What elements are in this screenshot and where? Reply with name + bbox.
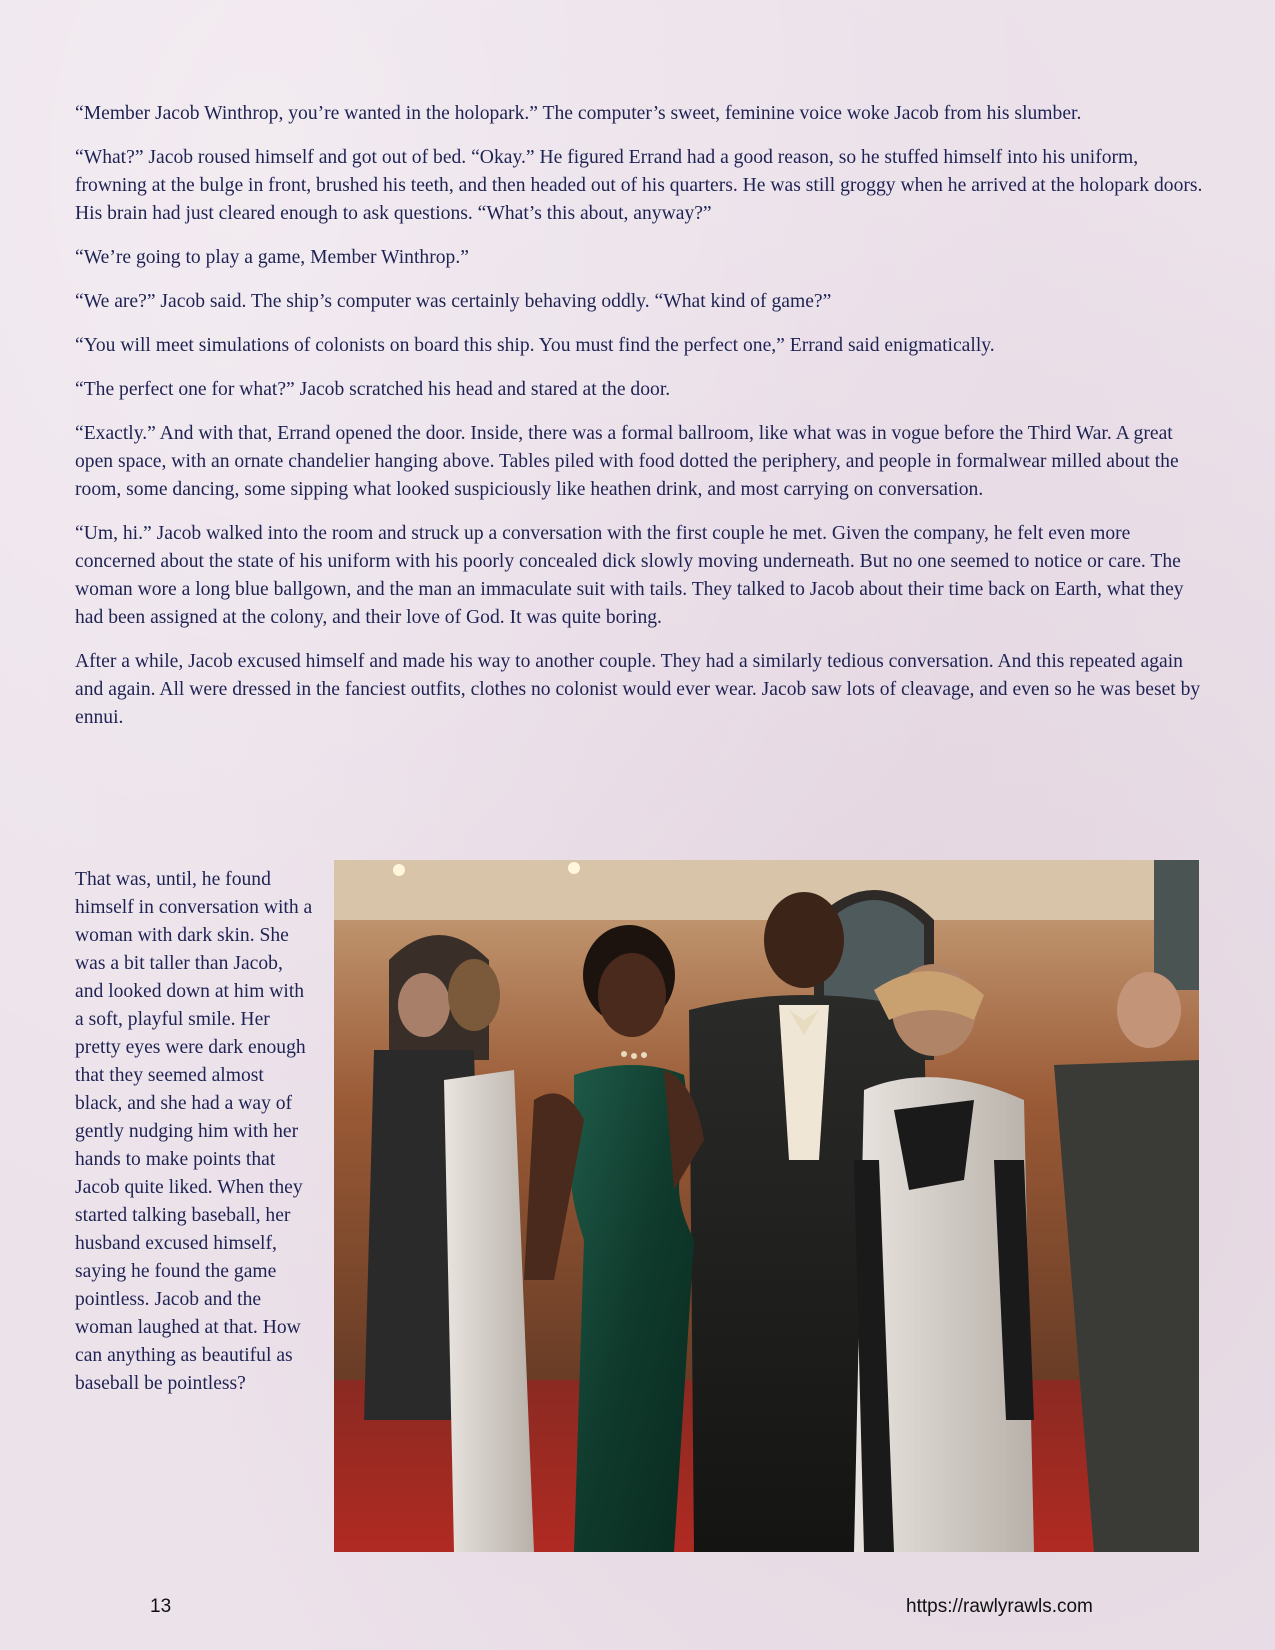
paragraph: “The perfect one for what?” Jacob scratched his head and stared at the door. — [75, 379, 671, 400]
paragraph: “Exactly.” And with that, Errand opened the door. Inside, there was a formal ballroom, like what was in vogue before the Third War. A great open space, with an ornate chandelier hanging above. Tables piled with food dotted the periphery, and people in formalwear milled about the room, some dancing, some sipping what looked suspiciously like heathen drink, and most carrying on conversation. — [75, 423, 1179, 500]
ballroom-scene-image — [334, 860, 1199, 1552]
paragraph: “Um, hi.” Jacob walked into the room and struck up a conversation with the first couple he met. Given the company, he felt even more concerned about the state of his uniform with his poorly concealed dick slowly moving underneath. But no one seemed to notice or care. The woman wore a long blue ballgown, and the man an immaculate suit with tails. They talked to Jacob about their time back on Earth, what they had been assigned at the colony, and their love of God. It was quite boring. — [75, 523, 1184, 628]
story-body — [75, 100, 1203, 748]
side-column-text — [75, 866, 315, 1398]
page-number: 13 — [150, 1596, 172, 1617]
ballroom-illustration — [334, 860, 1199, 1552]
paragraph: “What?” Jacob roused himself and got out of bed. “Okay.” He figured Errand had a good reason, so he stuffed himself into his uniform, frowning at the bulge in front, brushed his teeth, and then headed out of his quarters. He was still groggy when he arrived at the holopark doors. His brain had just cleared enough to ask questions. “What’s this about, anyway?” — [75, 147, 1203, 224]
paragraph: After a while, Jacob excused himself and made his way to another couple. They had a similarly tedious conversation. And this repeated again and again. All were dressed in the fanciest outfits, clothes no colonist would ever wear. Jacob saw lots of cleavage, and even so he was beset by ennui. — [75, 651, 1201, 728]
paragraph: “We’re going to play a game, Member Winthrop.” — [75, 247, 469, 268]
paragraph: “You will meet simulations of colonists on board this ship. You must find the perfect one,” Errand said enigmatically. — [75, 335, 995, 356]
paragraph: “Member Jacob Winthrop, you’re wanted in the holopark.” The computer’s sweet, feminine voice woke Jacob from his slumber. — [75, 103, 1082, 124]
footer-url-link[interactable]: https://rawlyrawls.com — [906, 1596, 1093, 1617]
paragraph: “We are?” Jacob said. The ship’s computer was certainly behaving oddly. “What kind of game?” — [75, 291, 832, 312]
side-paragraph: That was, until, he found himself in conversation with a woman with dark skin. She was a bit taller than Jacob, and looked down at him with a soft, playful smile. Her pretty eyes were dark enough that they seemed almost black, and she had a way of gently nudging him with her hands to make points that Jacob quite liked. When they started talking baseball, her husband excused himself, saying he found the game pointless. Jacob and the woman laughed at that. How can anything as beautiful as baseball be pointless? — [75, 869, 313, 1394]
